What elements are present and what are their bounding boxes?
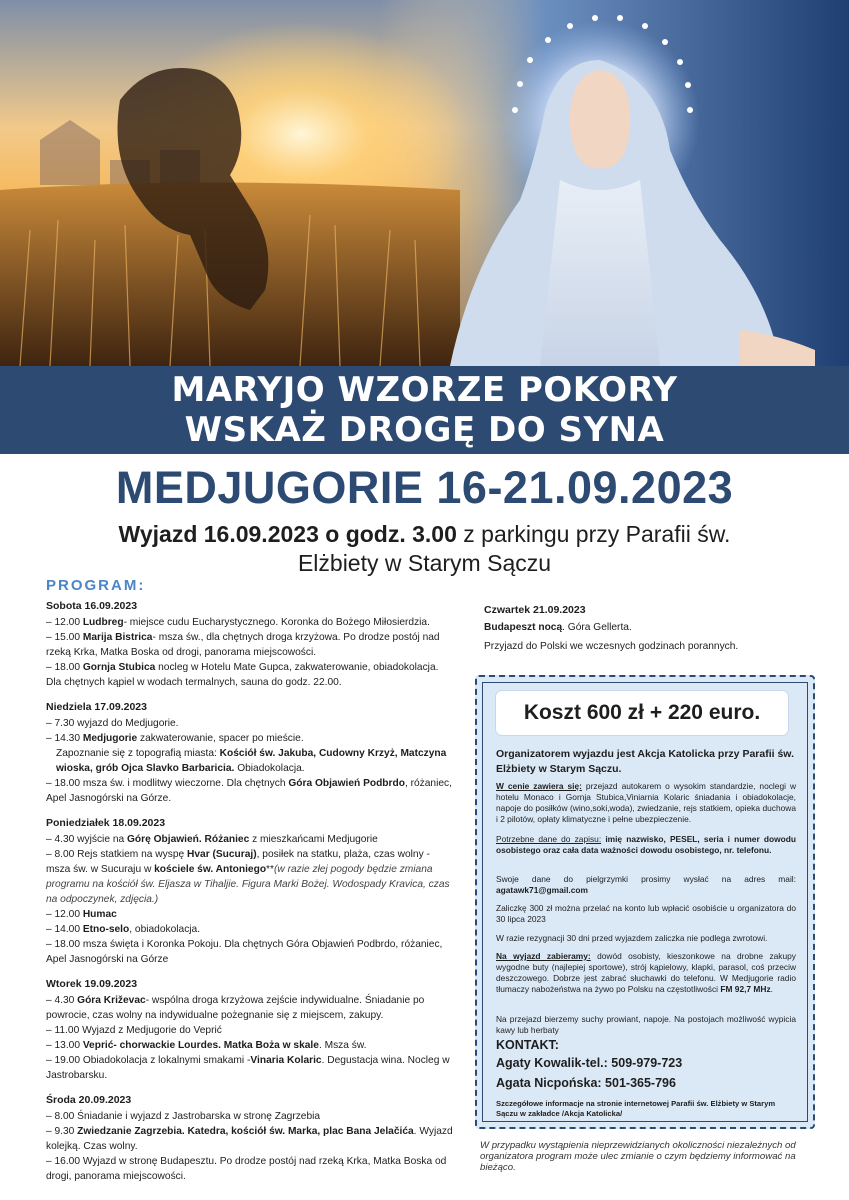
list-item: – 12.00 Humac (46, 909, 117, 920)
deposit-text: Zaliczkę 300 zł można przelać na konto lub wpłacić osobiście u organizatora do 30 lipca 2023 (496, 903, 796, 924)
list-item: – 4.30 Góra Križevac- wspólna droga krzyżowa zejście indywidualne. Śniadanie po powrocie, czas wolny na indywidualne pożegnanie się z miejscem, zakupy. (46, 995, 425, 1021)
list-item: – 15.00 Marija Bistrica- msza św., dla chętnych droga krzyżowa. Po drodze postój nad rzeką Krka, Matka Boska od drogi, panorama miejscowości. (46, 632, 440, 658)
day-title: Sobota 16.09.2023 (46, 600, 138, 612)
list-item: – 14.00 Etno-selo, obiadokolacja. (46, 924, 201, 935)
food-text: Na przejazd bierzemy suchy prowiant, napoje. Na postojach możliwość wypicia kawy lub herbaty (496, 1014, 796, 1035)
contact-heading: KONTAKT: (496, 1038, 559, 1052)
list-item: – 8.00 Śniadanie i wyjazd z Jastrobarska w stronę Zagrzebia (46, 1111, 321, 1122)
list-item: – 14.30 Medjugorie zakwaterowanie, spacer po mieście. (46, 733, 304, 744)
hero-illustration (0, 0, 849, 366)
day-title: Niedziela 17.09.2023 (46, 701, 147, 713)
list-item: – 19.00 Obiadokolacja z lokalnymi smakami -Vinaria Kolaric. Degustacja wina. Nocleg w Jastrobarsku. (46, 1055, 450, 1081)
day-title: Środa 20.09.2023 (46, 1094, 132, 1106)
list-item: – 9.30 Zwiedzanie Zagrzebia. Katedra, kościół św. Marka, plac Bana Jelačića. Wyjazd kolejką. Czas wolny. (46, 1126, 453, 1152)
list-item: Przyjazd do Polski we wczesnych godzinach porannych. (484, 641, 739, 652)
day-monday (46, 815, 456, 967)
day-saturday (46, 598, 456, 690)
contact-2: Agata Nicpońska: 501-365-796 (496, 1076, 676, 1090)
list-item: Budapeszt nocą. Góra Gellerta. (484, 622, 632, 633)
cost-info-box (475, 675, 815, 1129)
departure-place-2: Elżbiety w Starym Sączu (297, 550, 552, 576)
resignation-text: W razie rezygnacji 30 dni przed wyjazdem zaliczka nie podlega zwrotowi. (496, 933, 768, 943)
day-title: Wtorek 19.09.2023 (46, 978, 138, 990)
list-item: – 12.00 Ludbreg- miejsce cudu Eucharystycznego. Koronka do Bożego Miłosierdzia. (46, 617, 430, 628)
packing-text: Na wyjazd zabieramy: dowód osobisty, kieszonkowe na drobne zakupy wygodne buty (najlepiej sportowe), strój kąpielowy, klapki, parasol, coś przeciw deszczowego. Dobrze jest zabrać słuchawki do telefonu. W Medjugorie radio tłumaczy nabożeństwa na żywo po Polsku na częstotliwości FM 92,7 MHz. (496, 951, 796, 994)
cost-label: Koszt 600 zł + 220 euro. (496, 691, 788, 735)
list-item: Zapoznanie się z topografią miasta: Kościół św. Jakuba, Cudowny Krzyż, Matczyna wioska, grób Ojca Slavko Barbaricia. Obiadokolacja. (56, 748, 447, 774)
banner-line-1: MARYJO WZORZE POKORY (171, 370, 678, 410)
included-text: W cenie zawiera się: przejazd autokarem o wysokim standardzie, noclegi w hotelu Monaco i Gornja Stubica,Viniarnia Kolaric śniadania i obiadokolacje, napoje do posiłków (wino,soki,woda), zwiedzanie, rejs statkiem, opieka duchowa i 2 pilotów, opłaty klimatyczne i pełne ubezpieczenie. (496, 781, 796, 824)
details-text: Szczegółowe informacje na stronie internetowej Parafii św. Elżbiety w Starym Sączu w zakładce /Akcja Katolicka/ (496, 1099, 776, 1118)
departure-place: z parkingu przy Parafii św. (456, 521, 731, 547)
program-days (46, 598, 456, 1193)
departure-info (40, 520, 809, 578)
program-heading: PROGRAM: (46, 577, 146, 594)
email-text: Swoje dane do pielgrzymki prosimy wysłać na adres mail: agatawk71@gmail.com (496, 874, 796, 895)
title-banner (0, 366, 849, 454)
organizer-text: Organizatorem wyjazdu jest Akcja Katolicka przy Parafii św. Elżbiety w Starym Sączu. (496, 748, 794, 775)
list-item: – 7.30 wyjazd do Medjugorie. (46, 718, 179, 729)
email-address: agatawk71@gmail.com (496, 885, 588, 895)
day-tuesday (46, 976, 456, 1083)
footnote: W przypadku wystąpienia nieprzewidzianych okoliczności niezależnych od organizatora program może ulec zmianie o czym będziemy informować na bieżąco. (480, 1140, 796, 1173)
day-sunday (46, 699, 456, 806)
list-item: – 18.00 msza święta i Koronka Pokoju. Dla chętnych Góra Objawień Podbrdo, różaniec, Apel Jasnogórski na Górze (46, 939, 443, 965)
list-item: – 13.00 Veprić- chorwackie Lourdes. Matka Boża w skale. Msza św. (46, 1040, 367, 1051)
list-item: – 4.30 wyjście na Górę Objawień. Różaniec z mieszkańcami Medjugorie (46, 834, 378, 845)
day-thursday (484, 602, 814, 655)
day-title: Poniedziałek 18.09.2023 (46, 817, 166, 829)
banner-line-2: WSKAŻ DROGĘ DO SYNA (184, 410, 665, 450)
list-item: – 18.00 msza św. i modlitwy wieczorne. Dla chętnych Góra Objawień Podbrdo, różaniec, Apel Jasnogórski na Górze. (46, 778, 452, 804)
list-item: – 18.00 Gornja Stubica nocleg w Hotelu Mate Gupca, zakwaterowanie, obiadokolacja. Dla chętnych kąpiel w wodach termalnych, sauna do godz. 22.00. (46, 662, 439, 688)
required-data-text: Potrzebne dane do zapisu: imię nazwisko, PESEL, seria i numer dowodu osobistego oraz cała data ważności dowodu osobistego, nr. telefonu. (496, 834, 796, 855)
list-item: – 11.00 Wyjazd z Medjugorie do Veprić (46, 1025, 222, 1036)
hero-image (0, 0, 849, 366)
contact-1: Agaty Kowalik-tel.: 509-979-723 (496, 1056, 683, 1070)
list-item: – 16.00 Wyjazd w stronę Budapesztu. Po drodze postój nad rzeką Krka, Matka Boska od drogi, panorama miejscowości. (46, 1156, 447, 1182)
destination-title: MEDJUGORIE 16-21.09.2023 (115, 462, 734, 513)
day-wednesday (46, 1092, 456, 1184)
departure-time: Wyjazd 16.09.2023 o godz. 3.00 (118, 521, 457, 547)
list-item: – 8.00 Rejs statkiem na wyspę Hvar (Sucuraj), posiłek na statku, plaża, czas wolny - msza św. w Sucuraju w kościele św. Antoniego**(w razie złej pogody będzie zmiana programu na kościół św. Eljasza w Tihaljie. Figura Marki Bożej. Wodospady Kravica, czas na odpoczynek, zdjęcia.) (46, 849, 450, 905)
day-title: Czwartek 21.09.2023 (484, 604, 586, 616)
